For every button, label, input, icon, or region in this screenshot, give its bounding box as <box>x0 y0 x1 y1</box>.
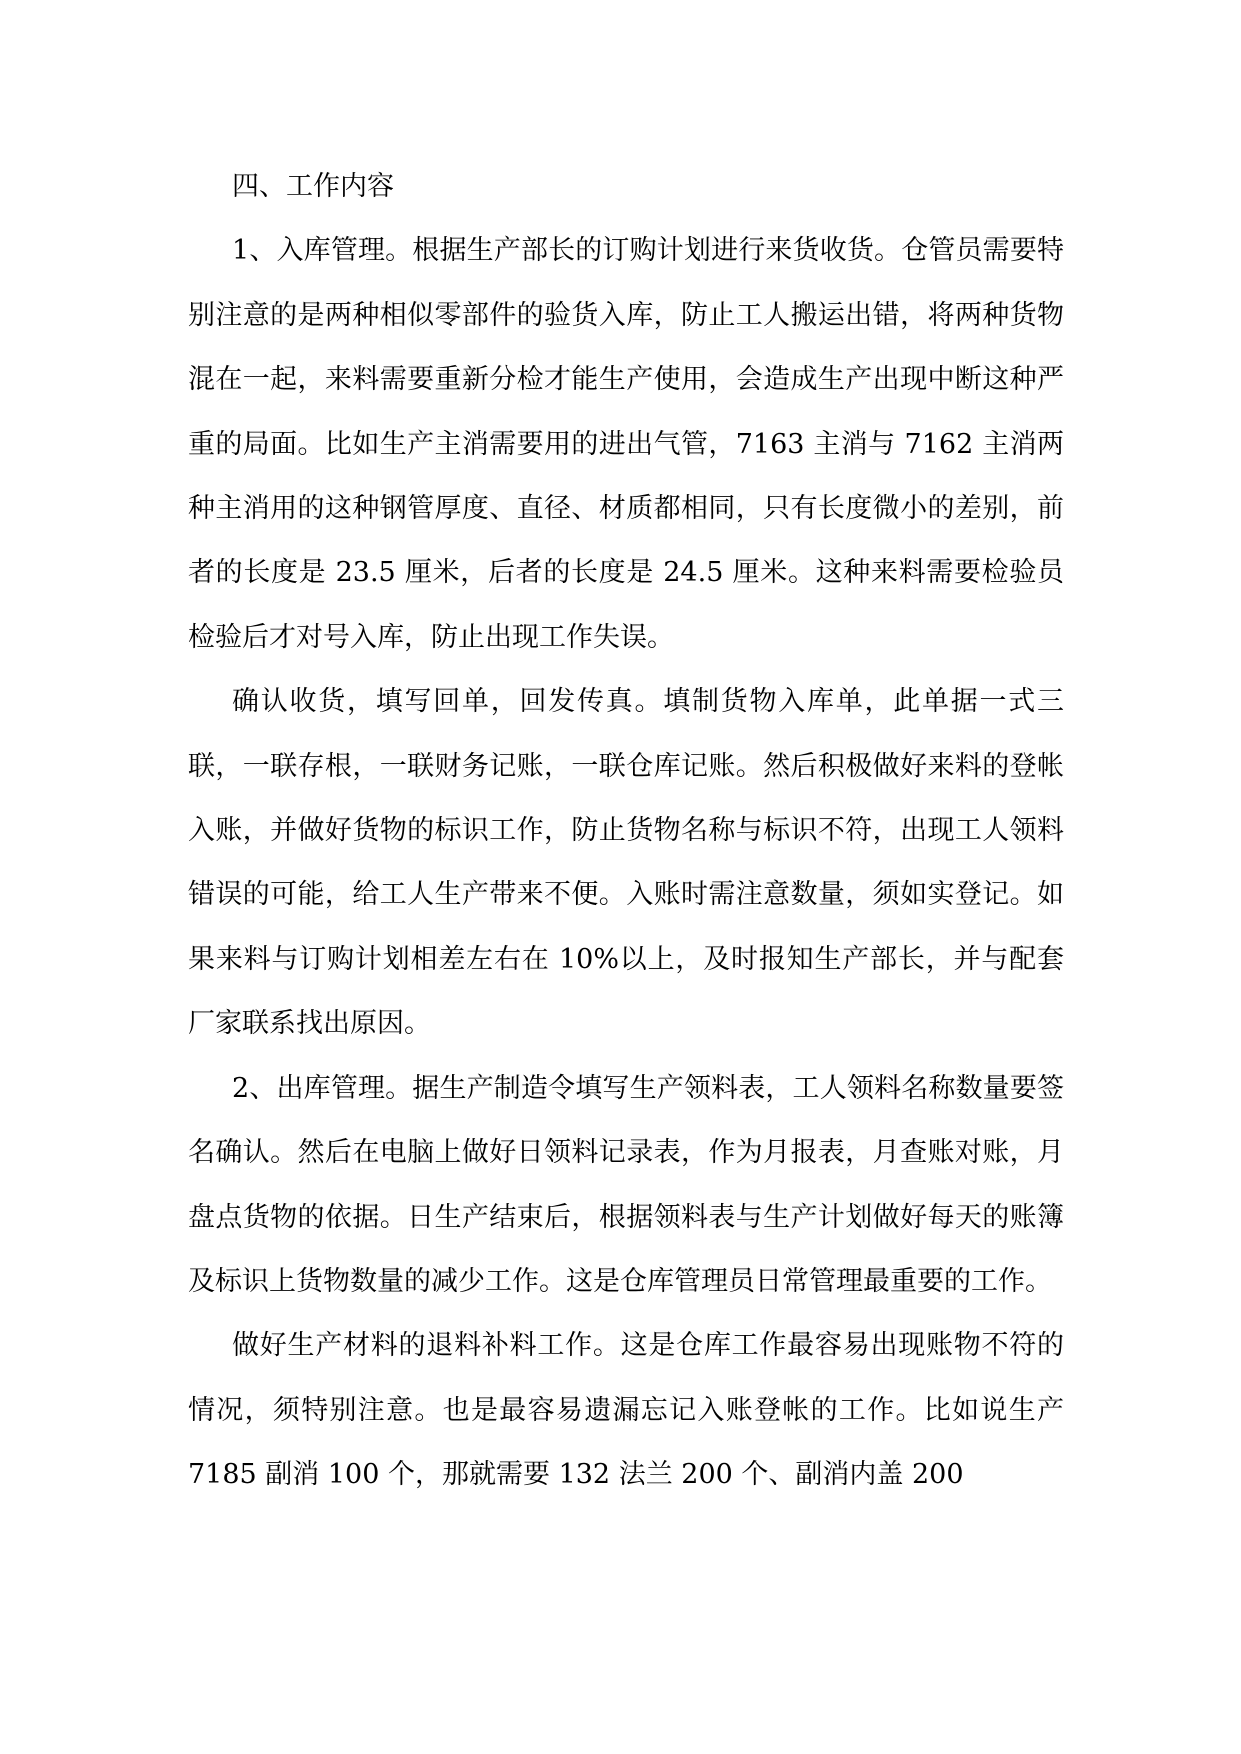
paragraph-receipt-confirmation: 确认收货，填写回单，回发传真。填制货物入库单，此单据一式三联，一联存根，一联财务记账，一联仓库记账。然后积极做好来料的登帐入账，并做好货物的标识工作，防止货物名称与标识不符，出现工人领料错误的可能，给工人生产带来不便。入账时需注意数量，须如实登记。如果来料与订购计划相差左右在 10%以上，及时报知生产部长，并与配套厂家联系找出原因。 <box>188 686 1064 1040</box>
section-heading: 四、工作内容 <box>232 171 394 202</box>
document-body <box>188 155 1064 1508</box>
paragraph-return-replenish: 做好生产材料的退料补料工作。这是仓库工作最容易出现账物不符的情况，须特别注意。也是最容易遗漏忘记入账登帐的工作。比如说生产 7185 副消 100 个，那就需要 132 法兰 200 个、副消内盖 200 <box>188 1330 1064 1491</box>
paragraph-inbound-management: 1、入库管理。根据生产部长的订购计划进行来货收货。仓管员需要特别注意的是两种相似零部件的验货入库，防止工人搬运出错，将两种货物混在一起，来料需要重新分检才能生产使用，会造成生产出现中断这种严重的局面。比如生产主消需要用的进出气管，7163 主消与 7162 主消两种主消用的这种钢管厚度、直径、材质都相同，只有长度微小的差别，前者的长度是 23.5 厘米，后者的长度是 24.5 厘米。这种来料需要检验员检验后才对号入库，防止出现工作失误。 <box>188 235 1064 653</box>
paragraph-outbound-management: 2、出库管理。据生产制造令填写生产领料表，工人领料名称数量要签名确认。然后在电脑上做好日领料记录表，作为月报表，月查账对账，月盘点货物的依据。日生产结束后，根据领料表与生产计划做好每天的账簿及标识上货物数量的减少工作。这是仓库管理员日常管理最重要的工作。 <box>188 1072 1064 1297</box>
